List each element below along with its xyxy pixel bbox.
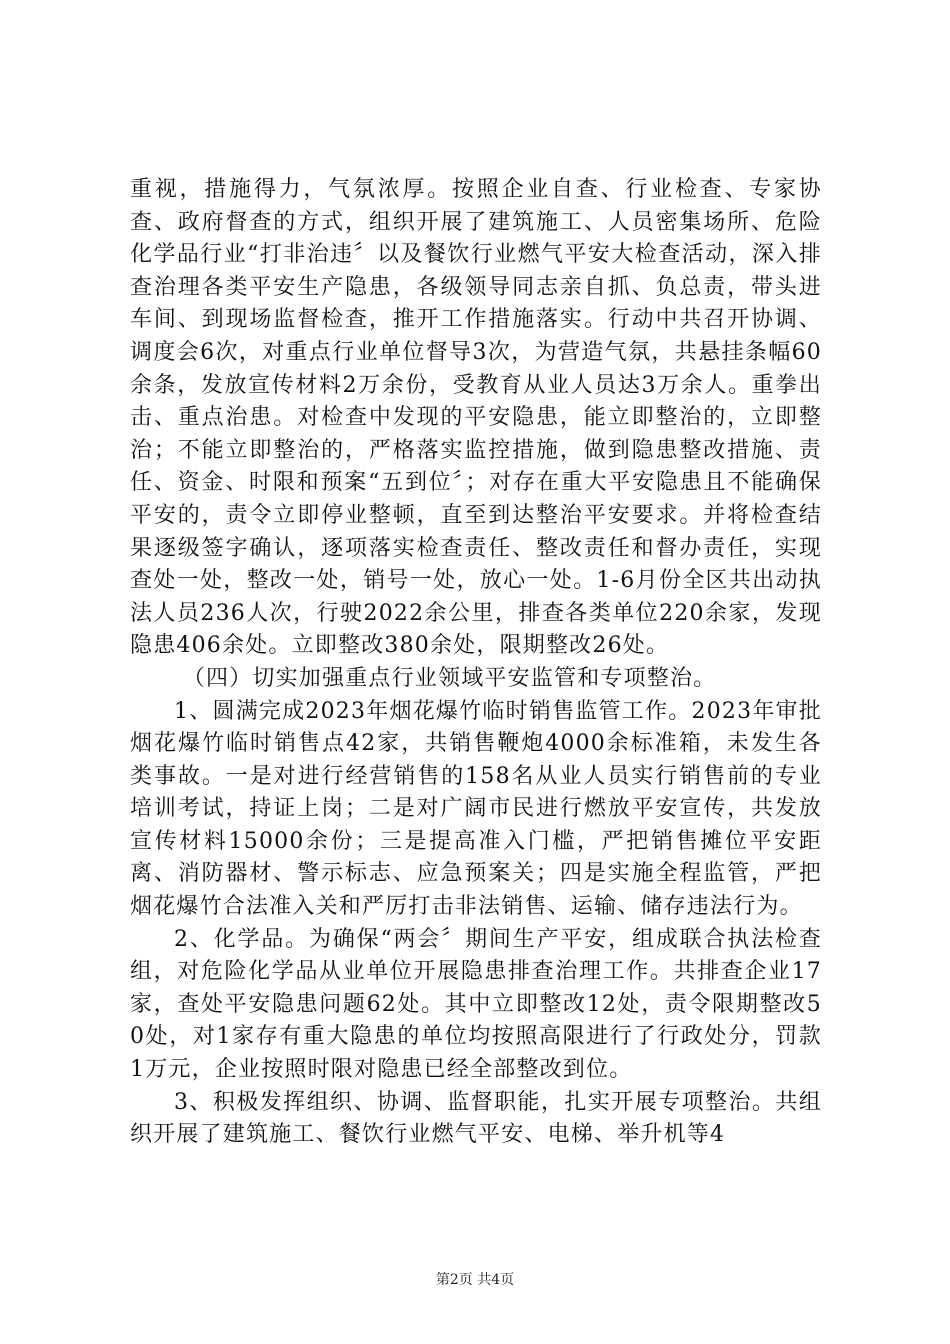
document-body bbox=[130, 174, 822, 1152]
paragraph-item-2: 2、化学品。为确保“两会〞期间生产平安，组成联合执法检查组，对危险化学品从业单位开展隐患排查治理工作。共排查企业17家，查处平安隐患问题62处。其中立即整改12处，责令限期整改50处，对1家存有重大隐患的单位均按照高限进行了行政处分，罚款1万元，企业按照时限对隐患已经全部整改到位。 bbox=[130, 926, 822, 1083]
paragraph-continuation: 重视，措施得力，气氛浓厚。按照企业自查、行业检查、专家协查、政府督查的方式，组织开展了建筑施工、人员密集场所、危险化学品行业“打非治违〞以及餐饮行业燃气平安大检查活动，深入排查治理各类平安生产隐患，各级领导同志亲自抓、负总责，带头进车间、到现场监督检查，推开工作措施落实。行动中共召开协调、调度会6次，对重点行业单位督导3次，为营造气氛，共悬挂条幅60余条，发放宣传材料2万余份，受教育从业人员达3万余人。重拳出击、重点治患。对检查中发现的平安隐患，能立即整治的，立即整治；不能立即整治的，严格落实监控措施，做到隐患整改措施、责任、资金、时限和预案“五到位〞；对存在重大平安隐患且不能确保平安的，责令立即停业整顿，直至到达整治平安要求。并将检查结果逐级签字确认，逐项落实检查责任、整改责任和督办责任，实现查处一处，整改一处，销号一处，放心一处。1-6月份全区共出动执法人员236人次，行驶2022余公里，排查各类单位220余家，发现隐患406余处。立即整改380余处，限期整改26处。 bbox=[130, 177, 822, 659]
paragraph-item-1: 1、圆满完成2023年烟花爆竹临时销售监管工作。2023年审批烟花爆竹临时销售点42家，共销售鞭炮4000余标准箱，未发生各类事故。一是对进行经营销售的158名从业人员实行销售前的专业培训考试，持证上岗；二是对广阔市民进行燃放平安宣传，共发放宣传材料15000余份；三是提高准入门槛，严把销售摊位平安距离、消防器材、警示标志、应急预案关；四是实施全程监管，严把烟花爆竹合法准入关和严厉打击非法销售、运输、储存违法行为。 bbox=[130, 698, 822, 920]
page-footer: 第2页 共4页 bbox=[435, 1272, 515, 1288]
paragraph-item-3: 3、积极发挥组织、协调、监督职能，扎实开展专项整治。共组织开展了建筑施工、餐饮行业燃气平安、电梯、举升机等4 bbox=[130, 1089, 822, 1148]
section-heading-4: （四）切实加强重点行业领域平安监管和专项整治。 bbox=[182, 665, 717, 691]
